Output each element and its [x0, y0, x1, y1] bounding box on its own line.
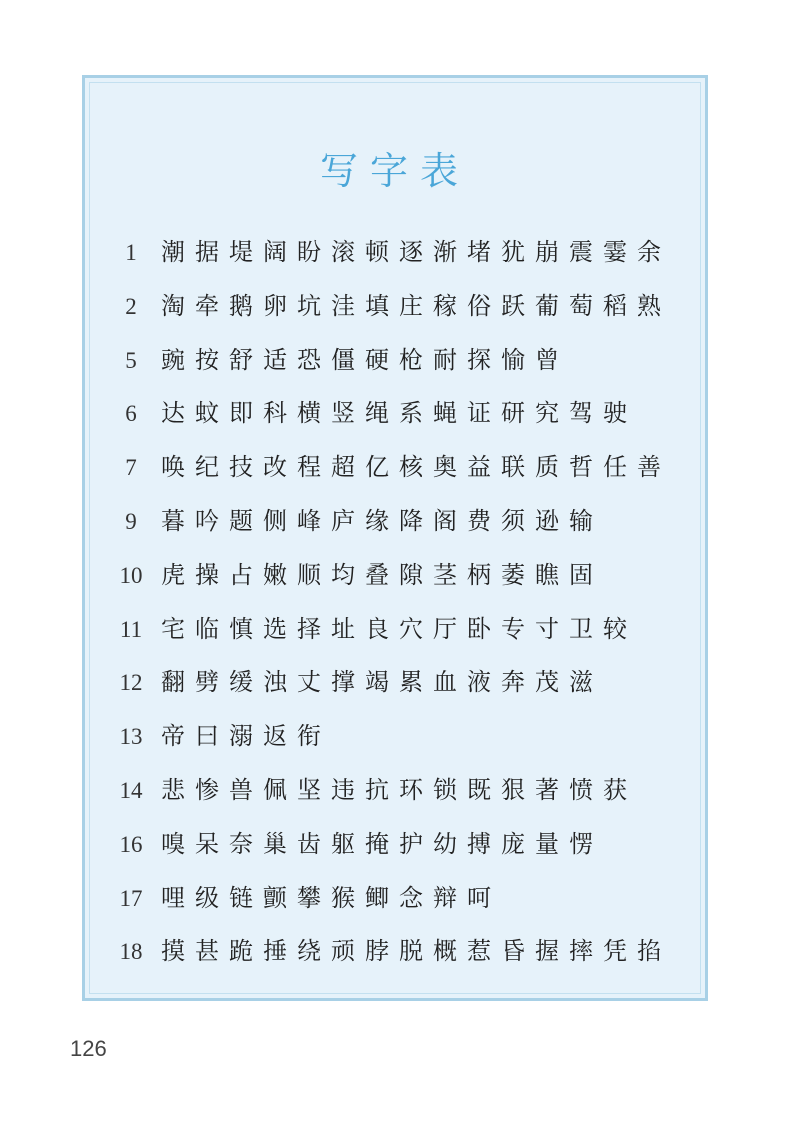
- lesson-number: 5: [125, 347, 137, 373]
- character-row: [109, 764, 695, 818]
- character-row: [109, 441, 695, 495]
- lesson-characters: 唤纪技改程超亿核奥益联质哲任善: [161, 453, 671, 482]
- character-row: [109, 280, 695, 334]
- page-number: 126: [70, 1036, 107, 1061]
- character-row: [109, 603, 695, 657]
- character-table-frame: [82, 75, 708, 1001]
- character-row: [109, 925, 695, 979]
- lesson-number: 13: [119, 724, 143, 750]
- lesson-characters: 豌按舒适恐僵硬枪耐探愉曾: [161, 345, 569, 374]
- page-title: 写字表: [319, 149, 470, 193]
- character-row: [109, 226, 695, 280]
- lesson-number: 9: [125, 508, 137, 534]
- lesson-characters: 淘牵鹅卵坑洼填庄稼俗跃葡萄稻熟: [161, 291, 671, 320]
- lesson-characters: 虎操占嫩顺均叠隙茎柄萎瞧固: [161, 560, 603, 589]
- lesson-characters: 悲惨兽佩坚违抗环锁既狠著愤获: [161, 775, 637, 804]
- lesson-number: 18: [119, 939, 143, 965]
- lesson-number: 12: [119, 670, 143, 696]
- character-row: [109, 656, 695, 710]
- character-row: [109, 710, 695, 764]
- lesson-characters: 帝曰溺返衔: [161, 722, 331, 751]
- lesson-number: 10: [119, 562, 143, 588]
- lesson-number: 11: [119, 616, 143, 642]
- lesson-number: 17: [119, 885, 143, 911]
- character-row: [109, 549, 695, 603]
- lesson-characters: 摸甚跪捶绕顽脖脱概惹昏握摔凭掐: [161, 937, 671, 966]
- lesson-characters: 暮吟题侧峰庐缘降阁费须逊输: [161, 506, 603, 535]
- lesson-characters: 潮据堤阔盼滚顿逐渐堵犹崩震霎余: [161, 238, 671, 266]
- lesson-characters: 达蚊即科横竖绳系蝇证研究驾驶: [161, 399, 637, 428]
- character-row: [109, 495, 695, 549]
- lesson-number: 16: [119, 831, 143, 857]
- character-rows: [109, 226, 695, 979]
- character-row: [109, 818, 695, 872]
- character-row: [109, 334, 695, 388]
- lesson-number: 7: [125, 455, 137, 481]
- lesson-characters: 翻劈缓浊丈撑竭累血液奔茂滋: [161, 668, 603, 697]
- lesson-number: 6: [125, 401, 137, 427]
- lesson-characters: 宅临慎选择址良穴厅卧专寸卫较: [161, 614, 637, 643]
- lesson-number: 14: [119, 777, 143, 803]
- lesson-characters: 嗅呆奈巢齿躯掩护幼搏庞量愣: [161, 829, 603, 858]
- lesson-characters: 哩级链颤攀猴鲫念辩呵: [161, 883, 501, 912]
- character-row: [109, 387, 695, 441]
- lesson-number: 2: [125, 293, 137, 319]
- character-row: [109, 872, 695, 926]
- lesson-number: 1: [125, 240, 137, 265]
